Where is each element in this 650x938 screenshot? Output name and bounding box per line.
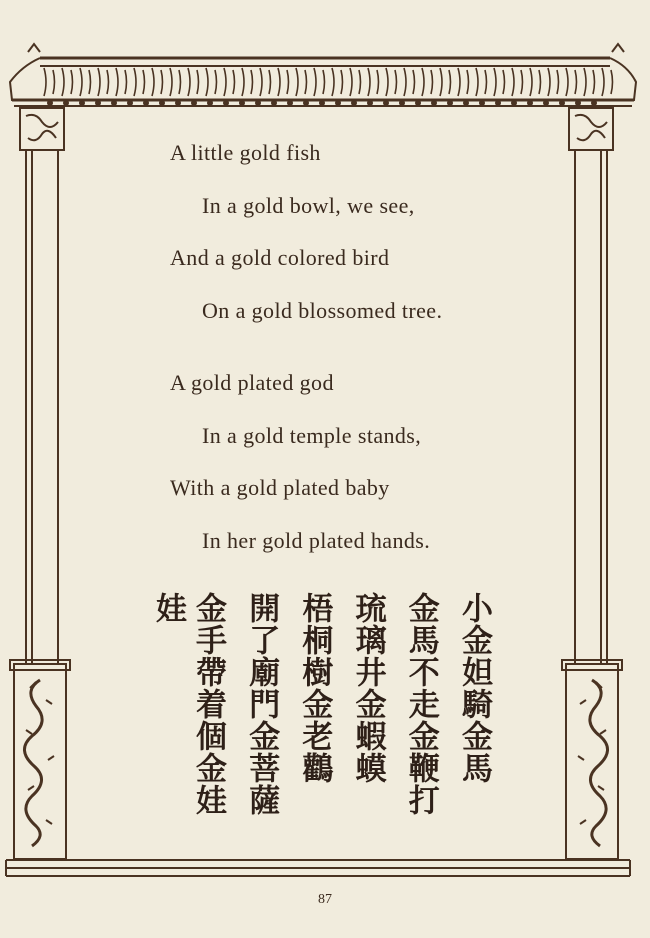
roof-tile: [278, 68, 289, 96]
poem-line: On a gold blossomed tree.: [202, 297, 443, 323]
eave-scallop: [511, 100, 517, 106]
right-dragon-icon: [590, 680, 608, 846]
chinese-column: 小金妲騎金馬: [455, 592, 492, 784]
chinese-column: 開了廟門金菩薩: [243, 592, 280, 816]
left-pillar: [26, 150, 58, 664]
eave-scallop: [207, 100, 213, 106]
roof-tile: [224, 68, 235, 96]
roof-tile: [242, 68, 253, 96]
roof-tile: [548, 68, 559, 96]
roof-tile: [602, 68, 613, 96]
eave-scallop: [239, 100, 245, 106]
poem-stanza-2: [170, 368, 550, 578]
left-dragon-icon: [24, 680, 42, 846]
roof-tile: [566, 68, 577, 96]
poem-line: With a gold plated baby: [170, 475, 390, 500]
roof-tile: [422, 68, 433, 96]
roof-tile: [80, 68, 91, 96]
roof-tile: [98, 68, 109, 96]
roof-tile: [44, 68, 55, 96]
right-capital: [569, 108, 613, 150]
eave-scallop: [383, 100, 389, 106]
eave-scallop: [335, 100, 341, 106]
roof-tile: [170, 68, 181, 96]
roof-tile: [296, 68, 307, 96]
eave-scallop: [527, 100, 533, 106]
eave-scallop: [463, 100, 469, 106]
roof-tile: [368, 68, 379, 96]
eave-scallop: [591, 100, 597, 106]
eave-scallop: [303, 100, 309, 106]
eave-scallop: [447, 100, 453, 106]
roof-tile: [188, 68, 199, 96]
eave-scallop: [271, 100, 277, 106]
page-number: 87: [318, 892, 332, 907]
poem-line: In a gold bowl, we see,: [202, 192, 415, 218]
poem-line: In her gold plated hands.: [202, 527, 431, 553]
roof-tile: [440, 68, 451, 96]
frame-base: [6, 860, 630, 876]
eave-scallop: [223, 100, 229, 106]
roof-tile: [206, 68, 217, 96]
roof-tile: [386, 68, 397, 96]
eave-scallop: [399, 100, 405, 106]
eave-scallop: [127, 100, 133, 106]
roof-tile: [350, 68, 361, 96]
roof-tile: [512, 68, 523, 96]
eave-scallop: [95, 100, 101, 106]
eave-scallop: [479, 100, 485, 106]
roof-tile: [494, 68, 505, 96]
poem-line: A gold plated god: [170, 370, 334, 395]
eave-scallop: [159, 100, 165, 106]
roof-tile: [458, 68, 469, 96]
poem-line: In a gold temple stands,: [202, 422, 422, 448]
english-poem: [170, 138, 550, 578]
chinese-column: 琉璃井金蝦蟆: [349, 592, 386, 784]
eave-scallop: [47, 100, 53, 106]
chinese-column: 金馬不走金鞭打: [402, 592, 439, 816]
roof-tile: [476, 68, 487, 96]
roof-tile: [134, 68, 145, 96]
poem-line: And a gold colored bird: [170, 245, 390, 270]
roof-tile: [62, 68, 73, 96]
chinese-column: 梧桐樹金老鸛: [296, 592, 333, 784]
roof-tile: [152, 68, 163, 96]
eave-scallop: [319, 100, 325, 106]
eave-scallop: [415, 100, 421, 106]
roof-tile: [260, 68, 271, 96]
chinese-verse: [148, 592, 494, 842]
eave-scallop: [431, 100, 437, 106]
eave-scallop: [495, 100, 501, 106]
left-capital: [20, 108, 64, 150]
eave-scallop: [191, 100, 197, 106]
eave-scallop: [351, 100, 357, 106]
chinese-column: 金手帶着個金娃娃: [150, 592, 226, 816]
roof-tile: [116, 68, 127, 96]
eave-scallop: [143, 100, 149, 106]
eave-scallop: [111, 100, 117, 106]
roof-tile: [584, 68, 595, 96]
eave-scallop: [575, 100, 581, 106]
roof-tile: [404, 68, 415, 96]
eave-scallop: [79, 100, 85, 106]
right-pillar: [575, 150, 607, 664]
roof-tile: [530, 68, 541, 96]
eave-scallop: [175, 100, 181, 106]
roof-tile: [314, 68, 325, 96]
eave-scallop: [559, 100, 565, 106]
roof-tile: [332, 68, 343, 96]
eave-scallop: [287, 100, 293, 106]
poem-stanza-1: [170, 138, 550, 348]
poem-line: A little gold fish: [170, 140, 321, 165]
eave-scallop: [543, 100, 549, 106]
eave-scallop: [255, 100, 261, 106]
eave-scallop: [63, 100, 69, 106]
eave-scallop: [367, 100, 373, 106]
